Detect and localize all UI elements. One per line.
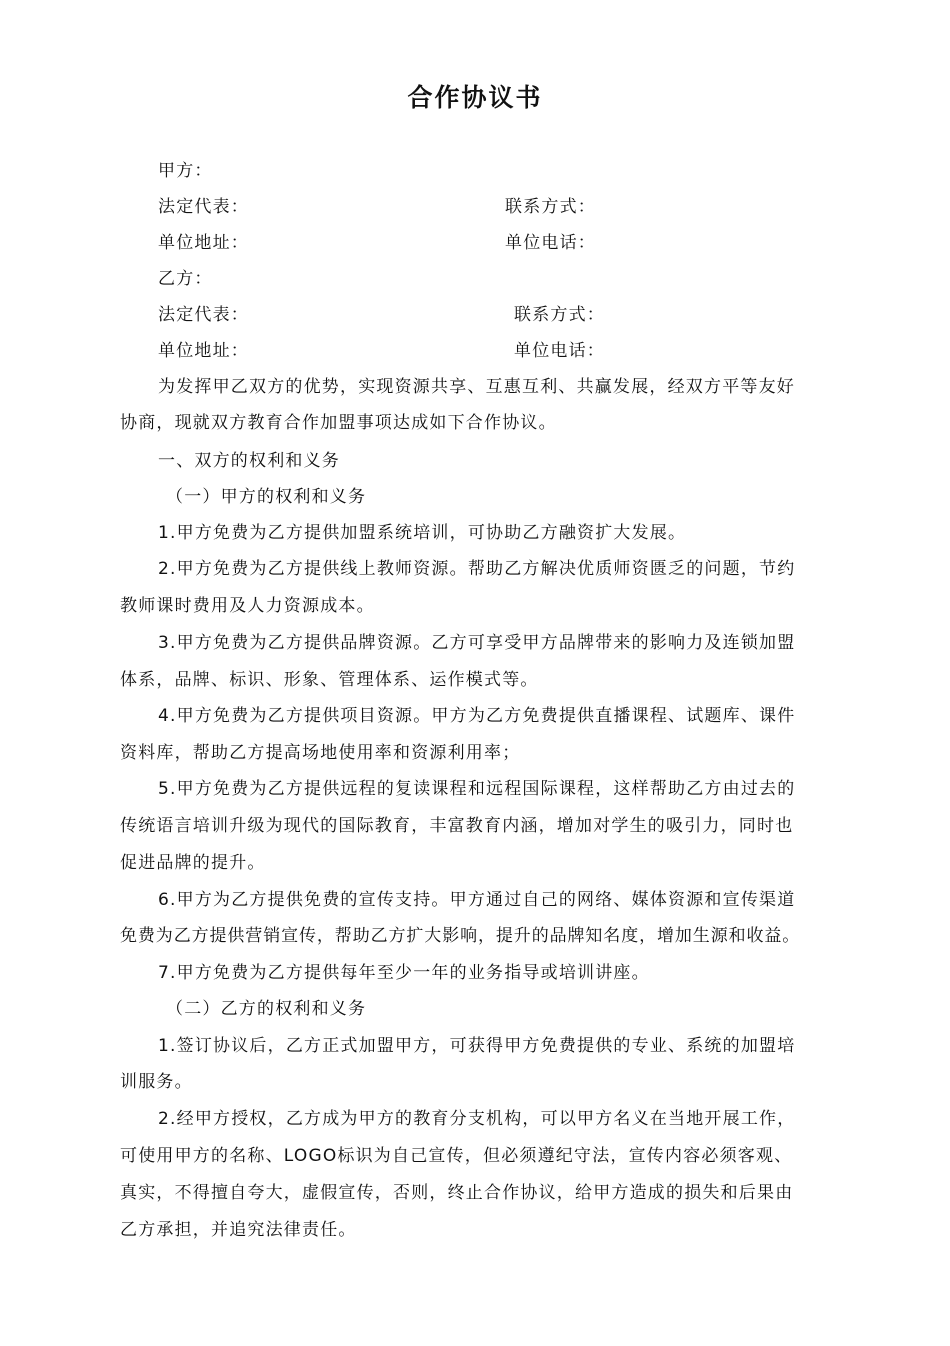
clause-line: 2.甲方免费为乙方提供线上教师资源。帮助乙方解决优质师资匮乏的问题，节约: [158, 559, 796, 579]
party-b-address-label: 单位地址：: [158, 341, 249, 361]
party-a-contact-label: 联系方式：: [505, 197, 596, 217]
clause-line: 3.甲方免费为乙方提供品牌资源。乙方可享受甲方品牌带来的影响力及连锁加盟: [158, 633, 796, 653]
clause-line: 5.甲方免费为乙方提供远程的复读课程和远程国际课程，这样帮助乙方由过去的: [158, 779, 796, 799]
party-b-label: 乙方：: [158, 269, 213, 289]
clause-line: 2.经甲方授权，乙方成为甲方的教育分支机构，可以甲方名义在当地开展工作，: [158, 1109, 796, 1129]
party-a-address-label: 单位地址：: [158, 233, 249, 253]
clause-line: 1.签订协议后，乙方正式加盟甲方，可获得甲方免费提供的专业、系统的加盟培: [158, 1036, 796, 1056]
clause-line: 训服务。: [120, 1072, 193, 1092]
document-title: 合作协议书: [407, 83, 543, 112]
clause-line: 资料库，帮助乙方提高场地使用率和资源利用率；: [120, 743, 521, 763]
clause-line: 1.甲方免费为乙方提供加盟系统培训，可协助乙方融资扩大发展。: [158, 523, 687, 543]
section-heading: 一、双方的权利和义务: [158, 451, 340, 471]
party-a-legal-rep-label: 法定代表：: [158, 197, 249, 217]
clause-line: 体系，品牌、标识、形象、管理体系、运作模式等。: [120, 670, 539, 690]
party-b-legal-rep-label: 法定代表：: [158, 305, 249, 325]
clause-line: 真实，不得擅自夸大，虚假宣传，否则，终止合作协议，给甲方造成的损失和后果由: [120, 1183, 794, 1203]
clause-line: 教师课时费用及人力资源成本。: [120, 596, 375, 616]
clause-line: 6.甲方为乙方提供免费的宣传支持。甲方通过自己的网络、媒体资源和宣传渠道: [158, 890, 796, 910]
intro-line: 协商，现就双方教育合作加盟事项达成如下合作协议。: [120, 413, 557, 433]
clause-line: 乙方承担，并追究法律责任。: [120, 1220, 357, 1240]
party-b-phone-label: 单位电话：: [514, 341, 605, 361]
clause-line: 4.甲方免费为乙方提供项目资源。甲方为乙方免费提供直播课程、试题库、课件: [158, 706, 796, 726]
clause-line: 促进品牌的提升。: [120, 853, 266, 873]
clause-line: 7.甲方免费为乙方提供每年至少一年的业务指导或培训讲座。: [158, 963, 650, 983]
party-b-contact-label: 联系方式：: [514, 305, 605, 325]
party-a-phone-label: 单位电话：: [505, 233, 596, 253]
clause-line: 免费为乙方提供营销宣传，帮助乙方扩大影响，提升的品牌知名度，增加生源和收益。: [120, 926, 801, 946]
intro-line: 为发挥甲乙双方的优势，实现资源共享、互惠互利、共赢发展，经双方平等友好: [158, 377, 795, 397]
party-a-label: 甲方：: [158, 161, 213, 181]
clause-line: 传统语言培训升级为现代的国际教育，丰富教育内涵，增加对学生的吸引力，同时也: [120, 816, 794, 836]
subsection-a-heading: （一）甲方的权利和义务: [166, 487, 367, 507]
subsection-b-heading: （二）乙方的权利和义务: [166, 999, 367, 1019]
clause-line: 可使用甲方的名称、LOGO标识为自己宣传，但必须遵纪守法，宣传内容必须客观、: [120, 1146, 793, 1166]
